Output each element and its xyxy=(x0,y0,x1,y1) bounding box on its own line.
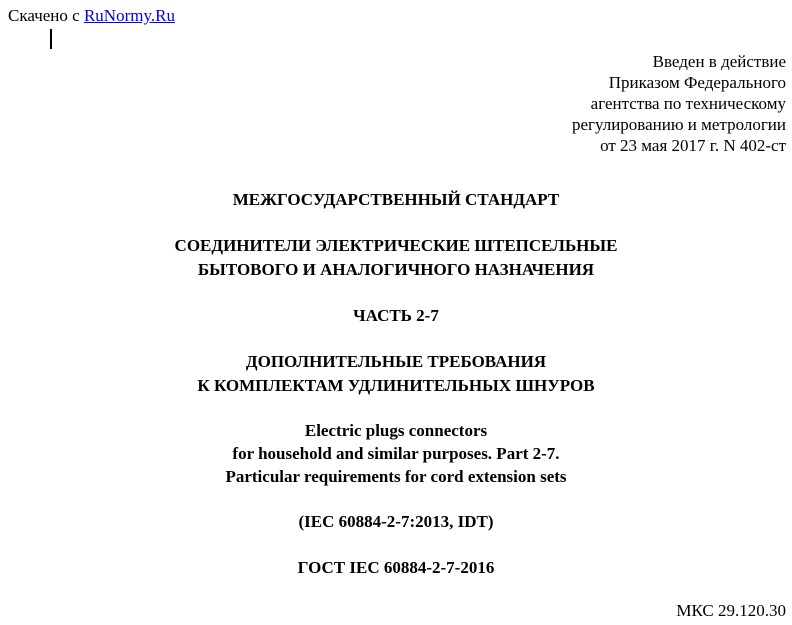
gost-code: ГОСТ IEC 60884-2-7-2016 xyxy=(297,558,495,577)
enactment-line: от 23 мая 2017 г. N 402-ст xyxy=(600,136,786,155)
enactment-line: агентства по техническому xyxy=(590,94,786,113)
subtitle-ru-line: ДОПОЛНИТЕЛЬНЫЕ ТРЕБОВАНИЯ xyxy=(245,352,547,371)
title-ru-line: БЫТОВОГО И АНАЛОГИЧНОГО НАЗНАЧЕНИЯ xyxy=(197,260,595,279)
source-line xyxy=(8,6,175,26)
enactment-line: регулированию и метрологии xyxy=(571,115,786,134)
enactment-line: Приказом Федерального xyxy=(608,73,786,92)
title-ru xyxy=(0,234,792,282)
part-number: ЧАСТЬ 2-7 xyxy=(353,306,439,325)
title-en-line: for household and similar purposes. Part 2-7. xyxy=(232,444,560,463)
source-link[interactable]: RuNormy.Ru xyxy=(83,6,175,25)
title-en-line: Particular requirements for cord extension sets xyxy=(225,467,567,486)
subtitle-ru xyxy=(0,350,792,398)
title-en-line: Electric plugs connectors xyxy=(304,421,488,440)
enactment-line: Введен в действие xyxy=(652,52,786,71)
iec-reference: (IEC 60884-2-7:2013, IDT) xyxy=(298,512,494,531)
title-ru-line: СОЕДИНИТЕЛИ ЭЛЕКТРИЧЕСКИЕ ШТЕПСЕЛЬНЫЕ xyxy=(174,236,618,255)
title-en xyxy=(0,419,792,488)
standard-type: МЕЖГОСУДАРСТВЕННЫЙ СТАНДАРТ xyxy=(232,190,560,209)
source-prefix: Скачено с xyxy=(8,6,84,25)
subtitle-ru-line: К КОМПЛЕКТАМ УДЛИНИТЕЛЬНЫХ ШНУРОВ xyxy=(197,376,595,395)
text-cursor xyxy=(50,29,52,49)
mks-code: МКС 29.120.30 xyxy=(676,601,786,620)
enactment-block xyxy=(572,51,786,156)
